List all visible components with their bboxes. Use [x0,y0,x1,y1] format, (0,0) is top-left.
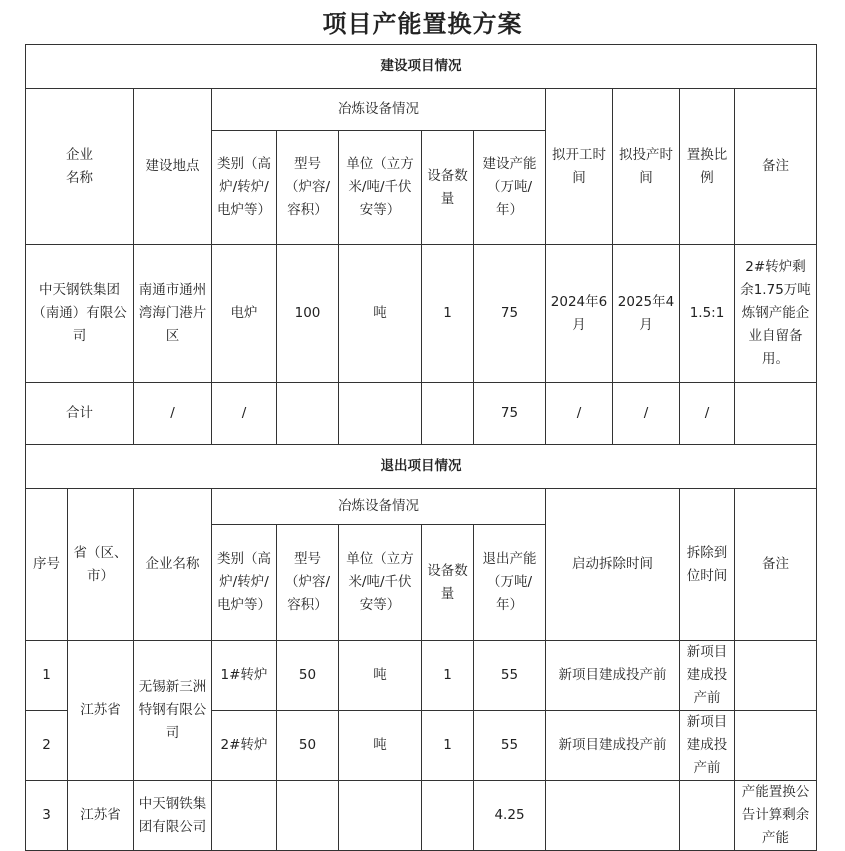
exit-count: 1 [422,711,474,781]
table-row [26,641,817,711]
build-count: 1 [422,245,474,383]
exit-dismantle-done: 新项目建成投产前 [680,641,735,711]
build-remark: 2#转炉剩余1.75万吨炼钢产能企业自留备用。 [735,245,817,383]
total-location: / [134,383,212,445]
col-exit-category: 类别（高炉/转炉/电炉等） [212,525,277,641]
build-start: 2024年6月 [546,245,613,383]
build-capacity: 75 [474,245,546,383]
exit-category [212,781,277,851]
page-title: 项目产能置换方案 [322,9,523,38]
exit-capacity: 55 [474,711,546,781]
col-ratio: 置换比例 [680,89,735,245]
exit-dismantle-start [546,781,680,851]
exit-model: 50 [277,641,339,711]
col-dismantle-start: 启动拆除时间 [546,489,680,641]
exit-province: 江苏省 [68,641,134,781]
exit-seq: 2 [26,711,68,781]
col-exit-capacity: 退出产能（万吨/年） [474,525,546,641]
total-label: 合计 [26,383,134,445]
exit-company: 中天钢铁集团有限公司 [134,781,212,851]
build-category: 电炉 [212,245,277,383]
build-unit: 吨 [339,245,422,383]
col-exit-count: 设备数量 [422,525,474,641]
col-exit-equip-group: 冶炼设备情况 [212,489,546,525]
exit-seq: 1 [26,641,68,711]
total-ratio: / [680,383,735,445]
exit-dismantle-done [680,781,735,851]
exit-dismantle-start: 新项目建成投产前 [546,711,680,781]
col-exit-company: 企业名称 [134,489,212,641]
col-province: 省（区、市） [68,489,134,641]
exit-model: 50 [277,711,339,781]
build-location: 南通市通州湾海门港片区 [134,245,212,383]
exit-count: 1 [422,641,474,711]
build-section-header: 建设项目情况 [26,45,817,89]
build-model: 100 [277,245,339,383]
total-capacity: 75 [474,383,546,445]
build-invest: 2025年4月 [613,245,680,383]
exit-company: 无锡新三洲特钢有限公司 [134,641,212,781]
table-row [26,781,817,851]
exit-unit: 吨 [339,641,422,711]
col-seq: 序号 [26,489,68,641]
total-start: / [546,383,613,445]
col-company: 企业 名称 [26,89,134,245]
col-location: 建设地点 [134,89,212,245]
exit-remark: 产能置换公告计算剩余产能 [735,781,817,851]
exit-remark [735,711,817,781]
total-invest: / [613,383,680,445]
col-exit-unit: 单位（立方米/吨/千伏安等） [339,525,422,641]
exit-dismantle-done: 新项目建成投产前 [680,711,735,781]
build-company: 中天钢铁集团（南通）有限公司 [26,245,134,383]
col-category: 类别（高炉/转炉/电炉等） [212,131,277,245]
col-start: 拟开工时间 [546,89,613,245]
exit-category: 1#转炉 [212,641,277,711]
exit-province: 江苏省 [68,781,134,851]
total-category: / [212,383,277,445]
exit-category: 2#转炉 [212,711,277,781]
exit-capacity: 4.25 [474,781,546,851]
exit-remark [735,641,817,711]
col-remark: 备注 [735,89,817,245]
col-exit-remark: 备注 [735,489,817,641]
col-unit: 单位（立方米/吨/千伏安等） [339,131,422,245]
col-model: 型号（炉容/容积） [277,131,339,245]
table-row [26,245,817,383]
exit-dismantle-start: 新项目建成投产前 [546,641,680,711]
col-exit-model: 型号（炉容/容积） [277,525,339,641]
col-capacity: 建设产能（万吨/年） [474,131,546,245]
exit-section-header: 退出项目情况 [26,445,817,489]
col-equip-group: 冶炼设备情况 [212,89,546,131]
col-invest: 拟投产时间 [613,89,680,245]
build-ratio: 1.5:1 [680,245,735,383]
capacity-replacement-table [25,44,817,851]
exit-unit [339,781,422,851]
total-row [26,383,817,445]
exit-unit: 吨 [339,711,422,781]
exit-capacity: 55 [474,641,546,711]
col-count: 设备数量 [422,131,474,245]
exit-count [422,781,474,851]
exit-seq: 3 [26,781,68,851]
exit-model [277,781,339,851]
col-dismantle-done: 拆除到位时间 [680,489,735,641]
